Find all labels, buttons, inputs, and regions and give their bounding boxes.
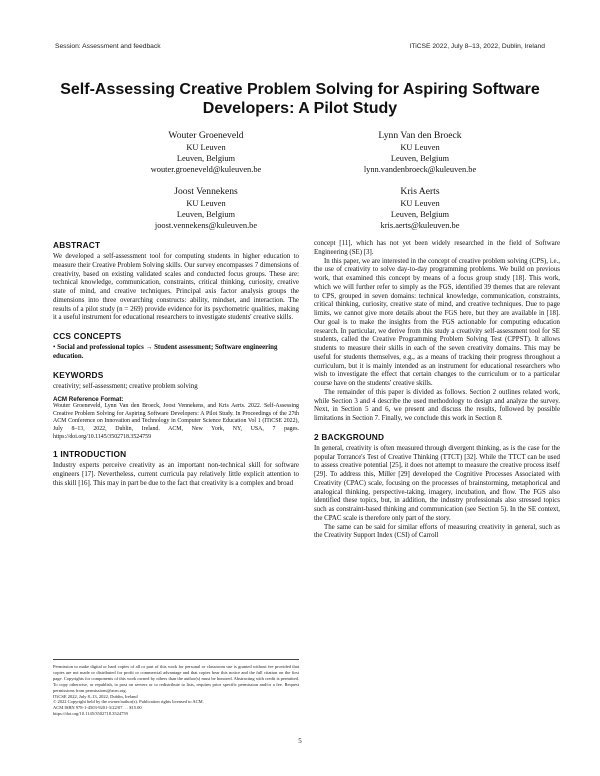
permission-venue: ITiCSE 2022, July 8–13, 2022, Dublin, Ireland — [53, 693, 138, 699]
author-affiliation: KU Leuven — [186, 199, 226, 208]
running-header-right: ITiCSE 2022, July 8–13, 2022, Dublin, Ireland — [409, 43, 545, 50]
reference-format-text: Wouter Groeneveld, Lynn Van den Broeck, Joost Vennekens, and Kris Aerts. 2022. Self-Assessing Creative Problem Solving for Aspiring Software Developers: A Pilot Study. In Proceedings of the 27th ACM Conference on Innovation and Technology in Computer Science Education Vol 1 (ITiCSE 2022), July 8–13, 2022, Dublin, Ireland. ACM, New York, NY, USA, 7 pages. https://doi.org/10.1145/3502718.3524759 — [53, 403, 299, 440]
introduction-paragraph: The remainder of this paper is divided as follows. Section 2 outlines related work, while Section 3 and 4 describe the used methodology to design and analyze the survey. Next, in Section 5 and 6, we present and discuss the results, followed by possible limitations in Section 7. Finally, we conclude this work in Section 8. — [314, 388, 560, 422]
author-block — [106, 185, 306, 231]
background-heading: 2 BACKGROUND — [314, 431, 385, 442]
right-column — [314, 240, 560, 541]
page-number: 5 — [298, 737, 302, 745]
bullet: • — [53, 344, 56, 351]
keywords-text: creativity; self-assessment; creative problem solving — [53, 382, 198, 390]
permission-text: Permission to make digital or hard copies of all or part of this work for personal or classroom use is granted without fee provided that copies are not made or distributed for profit or commercial advantage and that copies bear this notice and the full citation on the first page. Copyrights for components of this work owned by others than the author(s) must be honored. Abstracting with credit is permitted. To copy otherwise, or republish, to post on servers or to redistribute to lists, requires prior specific permission and/or a fee. Request permissions from permissions@acm.org. — [53, 664, 299, 693]
author-affiliation: KU Leuven — [400, 143, 440, 152]
running-header-left: Session: Assessment and feedback — [55, 43, 161, 50]
abstract-heading: ABSTRACT — [53, 240, 101, 250]
introduction-paragraph: Industry experts perceive creativity as an important non-technical skill for software engineers [17]. Nevertheless, current curricula pay relatively little explicit attention to this skill [16]. This may in part be due to the fact that creativity is a complex and broad — [53, 462, 299, 487]
introduction-paragraph: In this paper, we are interested in the concept of creative problem solving (CPS), i.e., the use of creativity to solve day-to-day programming problems. We build on previous work, that examined this concept by means of a focus group study [18]. This work, which we will further refer to simply as the FGS, identified 39 themes that are relevant to CPS, grouped in seven domains: technical knowledge, communication, constraints, critical thinking, curiosity, creative state of mind, and creative techniques. Due to page limits, we cannot give more details about the FGS here, but they are available in [18]. Our goal is to make the insights from the FGS actionable for computing education research. In particular, we derive from this study a creativity self-assessment tool for SE students, called the Creative Programming Problem Solving Test (CPPST). It allows students to measure their skills in each of the seven creativity domains. This may be useful for students themselves, e.g., as a means of tracking their progress throughout a curriculum, but it is mainly intended as an instrument for educational researchers who wish to investigate the effect that certain changes to the curriculum or to a particular course have on the students' creative skills. — [314, 257, 560, 387]
author-name: Lynn Van den Broeck — [378, 130, 462, 141]
introduction-paragraph-continued: concept [11], which has not yet been widely researched in the field of Software Engineering (SE) [3]. — [314, 240, 560, 256]
left-column — [53, 240, 299, 488]
permission-doi: https://doi.org/10.1145/3502718.3524759 — [53, 711, 128, 717]
keywords-heading: KEYWORDS — [53, 369, 104, 380]
background-paragraph: The same can be said for similar efforts of measuring creativity in general, such as the Creativity Support Index (CSI) of Carroll — [314, 523, 560, 540]
author-block — [320, 129, 520, 175]
author-email: wouter.groeneveld@kuleuven.be — [150, 165, 262, 174]
paper-title-line-1: Self-Assessing Creative Problem Solving for Aspiring Software — [60, 81, 540, 98]
author-name: Kris Aerts — [400, 186, 440, 197]
ccs-heading: CCS CONCEPTS — [53, 331, 122, 341]
author-affiliation: KU Leuven — [186, 143, 226, 152]
author-affiliation: KU Leuven — [400, 199, 440, 208]
author-email: lynn.vandenbroeck@kuleuven.be — [363, 165, 477, 174]
permission-isbn: ACM ISBN 978-1-4503-9201-3/22/07. . . $15.00 — [53, 705, 142, 711]
author-location: Leuven, Belgium — [390, 154, 450, 163]
author-location: Leuven, Belgium — [176, 210, 236, 219]
permission-block — [53, 659, 299, 717]
author-location: Leuven, Belgium — [176, 154, 236, 163]
reference-format-heading: ACM Reference Format: — [53, 396, 124, 404]
ccs-text: Social and professional topics → Student assessment; Software engineering education. — [53, 344, 278, 360]
author-name: Joost Vennekens — [174, 186, 238, 197]
author-email: kris.aerts@kuleuven.be — [380, 221, 460, 230]
author-block — [106, 129, 306, 175]
author-name: Wouter Groeneveld — [168, 130, 244, 141]
author-email: joost.vennekens@kuleuven.be — [154, 221, 258, 230]
ccs-concepts — [53, 344, 299, 362]
author-location: Leuven, Belgium — [390, 210, 450, 219]
background-paragraph: In general, creativity is often measured through divergent thinking, as is the case for the popular Torrance's Test of Creative Thinking (TTCT) [32]. While the TTCT can be used to assess creative potential [25], it does not attempt to measure the creative process itself [29]. To address this, Miller [29] developed the Cognitive Processes Associated with Creativity (CPAC) scale, focusing on the processes of brainstorming, metaphorical and analogical thinking, perspective-taking, imagery, incubation, and flow. The FGS also identified these topics, but, in addition, the industry professionals also stressed topics such as constraint-based thinking and communication (see Section 5). In the SE context, the CPAC scale is therefore only part of the story. — [314, 444, 560, 522]
permission-copyright: © 2022 Copyright held by the owner/author(s). Publication rights licensed to ACM. — [53, 699, 204, 705]
paper-title-line-2: Developers: A Pilot Study — [202, 100, 398, 117]
paper-title — [40, 80, 560, 118]
abstract-text: We developed a self-assessment tool for computing students in higher education to measure their Creative Problem Solving skills. Our survey encompasses 7 dimensions of creativity, based on existing validated scales and conducted focus groups. These are: technical knowledge, communication, constraints, critical thinking, curiosity, creative state of mind, and creative techniques. Principal axis factor analysis groups the dimensions into three overarching constructs: ability, mindset, and interaction. The results of a pilot study (n = 269) provide evidence for its psychometric qualities, making it a useful instrument for educational researchers to investigate students' creative skills. — [53, 253, 299, 322]
introduction-heading: 1 INTRODUCTION — [53, 449, 127, 460]
author-block — [320, 185, 520, 231]
